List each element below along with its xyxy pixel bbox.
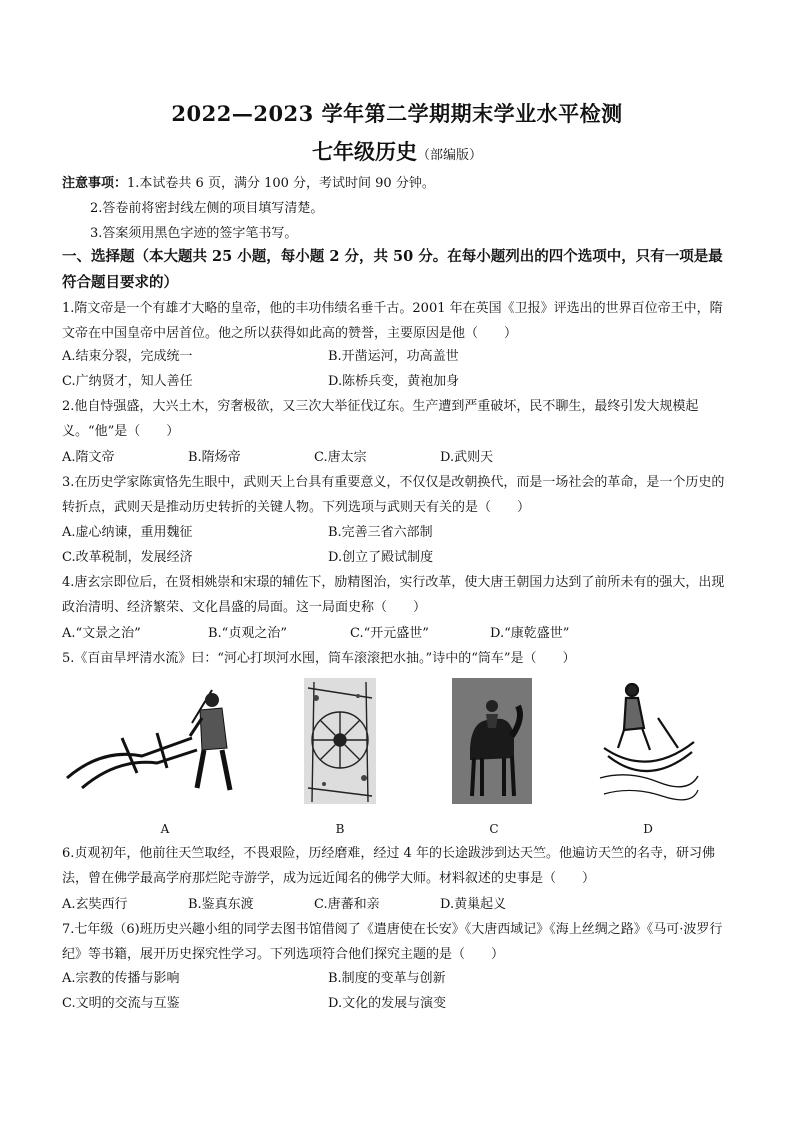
picture-label-d: D xyxy=(643,822,653,836)
q4-option-b[interactable]: B.“贞观之治” xyxy=(208,626,287,641)
q2-option-c[interactable]: C.唐太宗 xyxy=(314,450,367,465)
q3-option-d[interactable]: D.创立了殿试制度 xyxy=(328,550,434,565)
question-2: 2.他自恃强盛，大兴土木，穷奢极欲，又三次大举征伐辽东。生产遭到严重破坏，民不聊生，最终引发大规模起义。“他”是（ ） xyxy=(62,399,699,439)
note-3: 3.答案须用黑色字迹的签字笔书写。 xyxy=(90,226,298,241)
waterwheel-picture-b[interactable] xyxy=(304,678,376,804)
q6-option-b[interactable]: B.鉴真东渡 xyxy=(188,897,254,912)
q3-option-c[interactable]: C.改革税制，发展经济 xyxy=(62,550,193,565)
camel-figurine-picture-c[interactable] xyxy=(452,678,532,804)
question-1: 1.隋文帝是一个有雄才大略的皇帝，他的丰功伟绩名垂千古。2001 年在英国《卫报》评选出的世界百位帝王中，隋文帝在中国皇帝中居首位。他之所以获得如此高的赞誉，主要原因是他（ ） xyxy=(62,301,723,341)
picture-label-b: B xyxy=(335,822,345,836)
note-2: 2.答卷前将密封线左侧的项目填写清楚。 xyxy=(90,201,324,216)
q3-option-b[interactable]: B.完善三省六部制 xyxy=(328,525,433,540)
edition-note: （部编版） xyxy=(416,148,482,163)
q1-option-c[interactable]: C.广纳贤才，知人善任 xyxy=(62,374,193,389)
q4-option-c[interactable]: C.“开元盛世” xyxy=(350,626,429,641)
picture-label-a: A xyxy=(160,822,170,836)
tube-wheel-picture-d[interactable] xyxy=(598,678,700,804)
q2-option-d[interactable]: D.武则天 xyxy=(440,450,494,465)
q6-option-a[interactable]: A.玄奘西行 xyxy=(62,897,128,912)
q4-option-d[interactable]: D.“康乾盛世” xyxy=(490,626,570,641)
exam-title: 2022—2023 学年第二学期期末学业水平检测 xyxy=(171,101,623,126)
notes-line-1 xyxy=(62,175,734,193)
q1-option-d[interactable]: D.陈桥兵变，黄袍加身 xyxy=(328,374,460,389)
section-heading: 一、选择题（本大题共 25 小题，每小题 2 分，共 50 分。在每小题列出的四个选项中，只有一项是最符合题目要求的） xyxy=(62,248,723,291)
q6-option-c[interactable]: C.唐蕃和亲 xyxy=(314,897,380,912)
plough-picture-a[interactable] xyxy=(62,678,268,804)
q2-option-a[interactable]: A.隋文帝 xyxy=(62,450,115,465)
q2-option-b[interactable]: B.隋炀帝 xyxy=(188,450,241,465)
q7-option-d[interactable]: D.文化的发展与演变 xyxy=(328,996,447,1011)
note-1: 1.本试卷共 6 页，满分 100 分，考试时间 90 分钟。 xyxy=(127,176,435,191)
q4-option-a[interactable]: A.“文景之治” xyxy=(62,626,141,641)
q7-option-b[interactable]: B.制度的变革与创新 xyxy=(328,971,446,986)
q1-option-b[interactable]: B.开凿运河，功高盖世 xyxy=(328,349,459,364)
q7-option-c[interactable]: C.文明的交流与互鉴 xyxy=(62,996,180,1011)
exam-subtitle xyxy=(0,136,794,166)
picture-label-c: C xyxy=(489,822,499,836)
question-6: 6.贞观初年，他前往天竺取经，不畏艰险，历经磨难，经过 4 年的长途跋涉到达天竺。他遍访天竺的名寺，研习佛法，曾在佛学最高学府那烂陀寺游学，成为远近闻名的佛学大师。材料叙述的史事是（ ） xyxy=(62,846,715,886)
question-7: 7.七年级（6)班历史兴趣小组的同学去图书馆借阅了《遣唐使在长安》《大唐西域记》《海上丝绸之路》《马可·波罗行纪》等书籍，展开历史探究性学习。下列选项符合他们探究主题的是（ ） xyxy=(62,922,723,962)
q3-option-a[interactable]: A.虚心纳谏，重用魏征 xyxy=(62,525,193,540)
q7-option-a[interactable]: A.宗教的传播与影响 xyxy=(62,971,180,986)
question-5: 5.《百亩旱坪清水流》曰：“河心打坝河水囤，筒车滚滚把水抽。”诗中的“筒车”是（ ） xyxy=(62,651,576,666)
question-3: 3.在历史学家陈寅恪先生眼中，武则天上台具有重要意义，不仅仅是改朝换代，而是一场社会的革命，是一个历史的转折点，武则天是推动历史转折的关键人物。下列选项与武则天有关的是（ ） xyxy=(62,475,725,515)
q1-option-a[interactable]: A.结束分裂，完成统一 xyxy=(62,349,193,364)
notes-label: 注意事项： xyxy=(62,176,128,191)
q6-option-d[interactable]: D.黄巢起义 xyxy=(440,897,507,912)
question-4: 4.唐玄宗即位后，在贤相姚崇和宋璟的辅佐下，励精图治，实行改革，使大唐王朝国力达到了前所未有的强大，出现政治清明、经济繁荣、文化昌盛的局面。这一局面史称（ ） xyxy=(62,575,725,615)
subject-title: 七年级历史 xyxy=(311,139,417,164)
